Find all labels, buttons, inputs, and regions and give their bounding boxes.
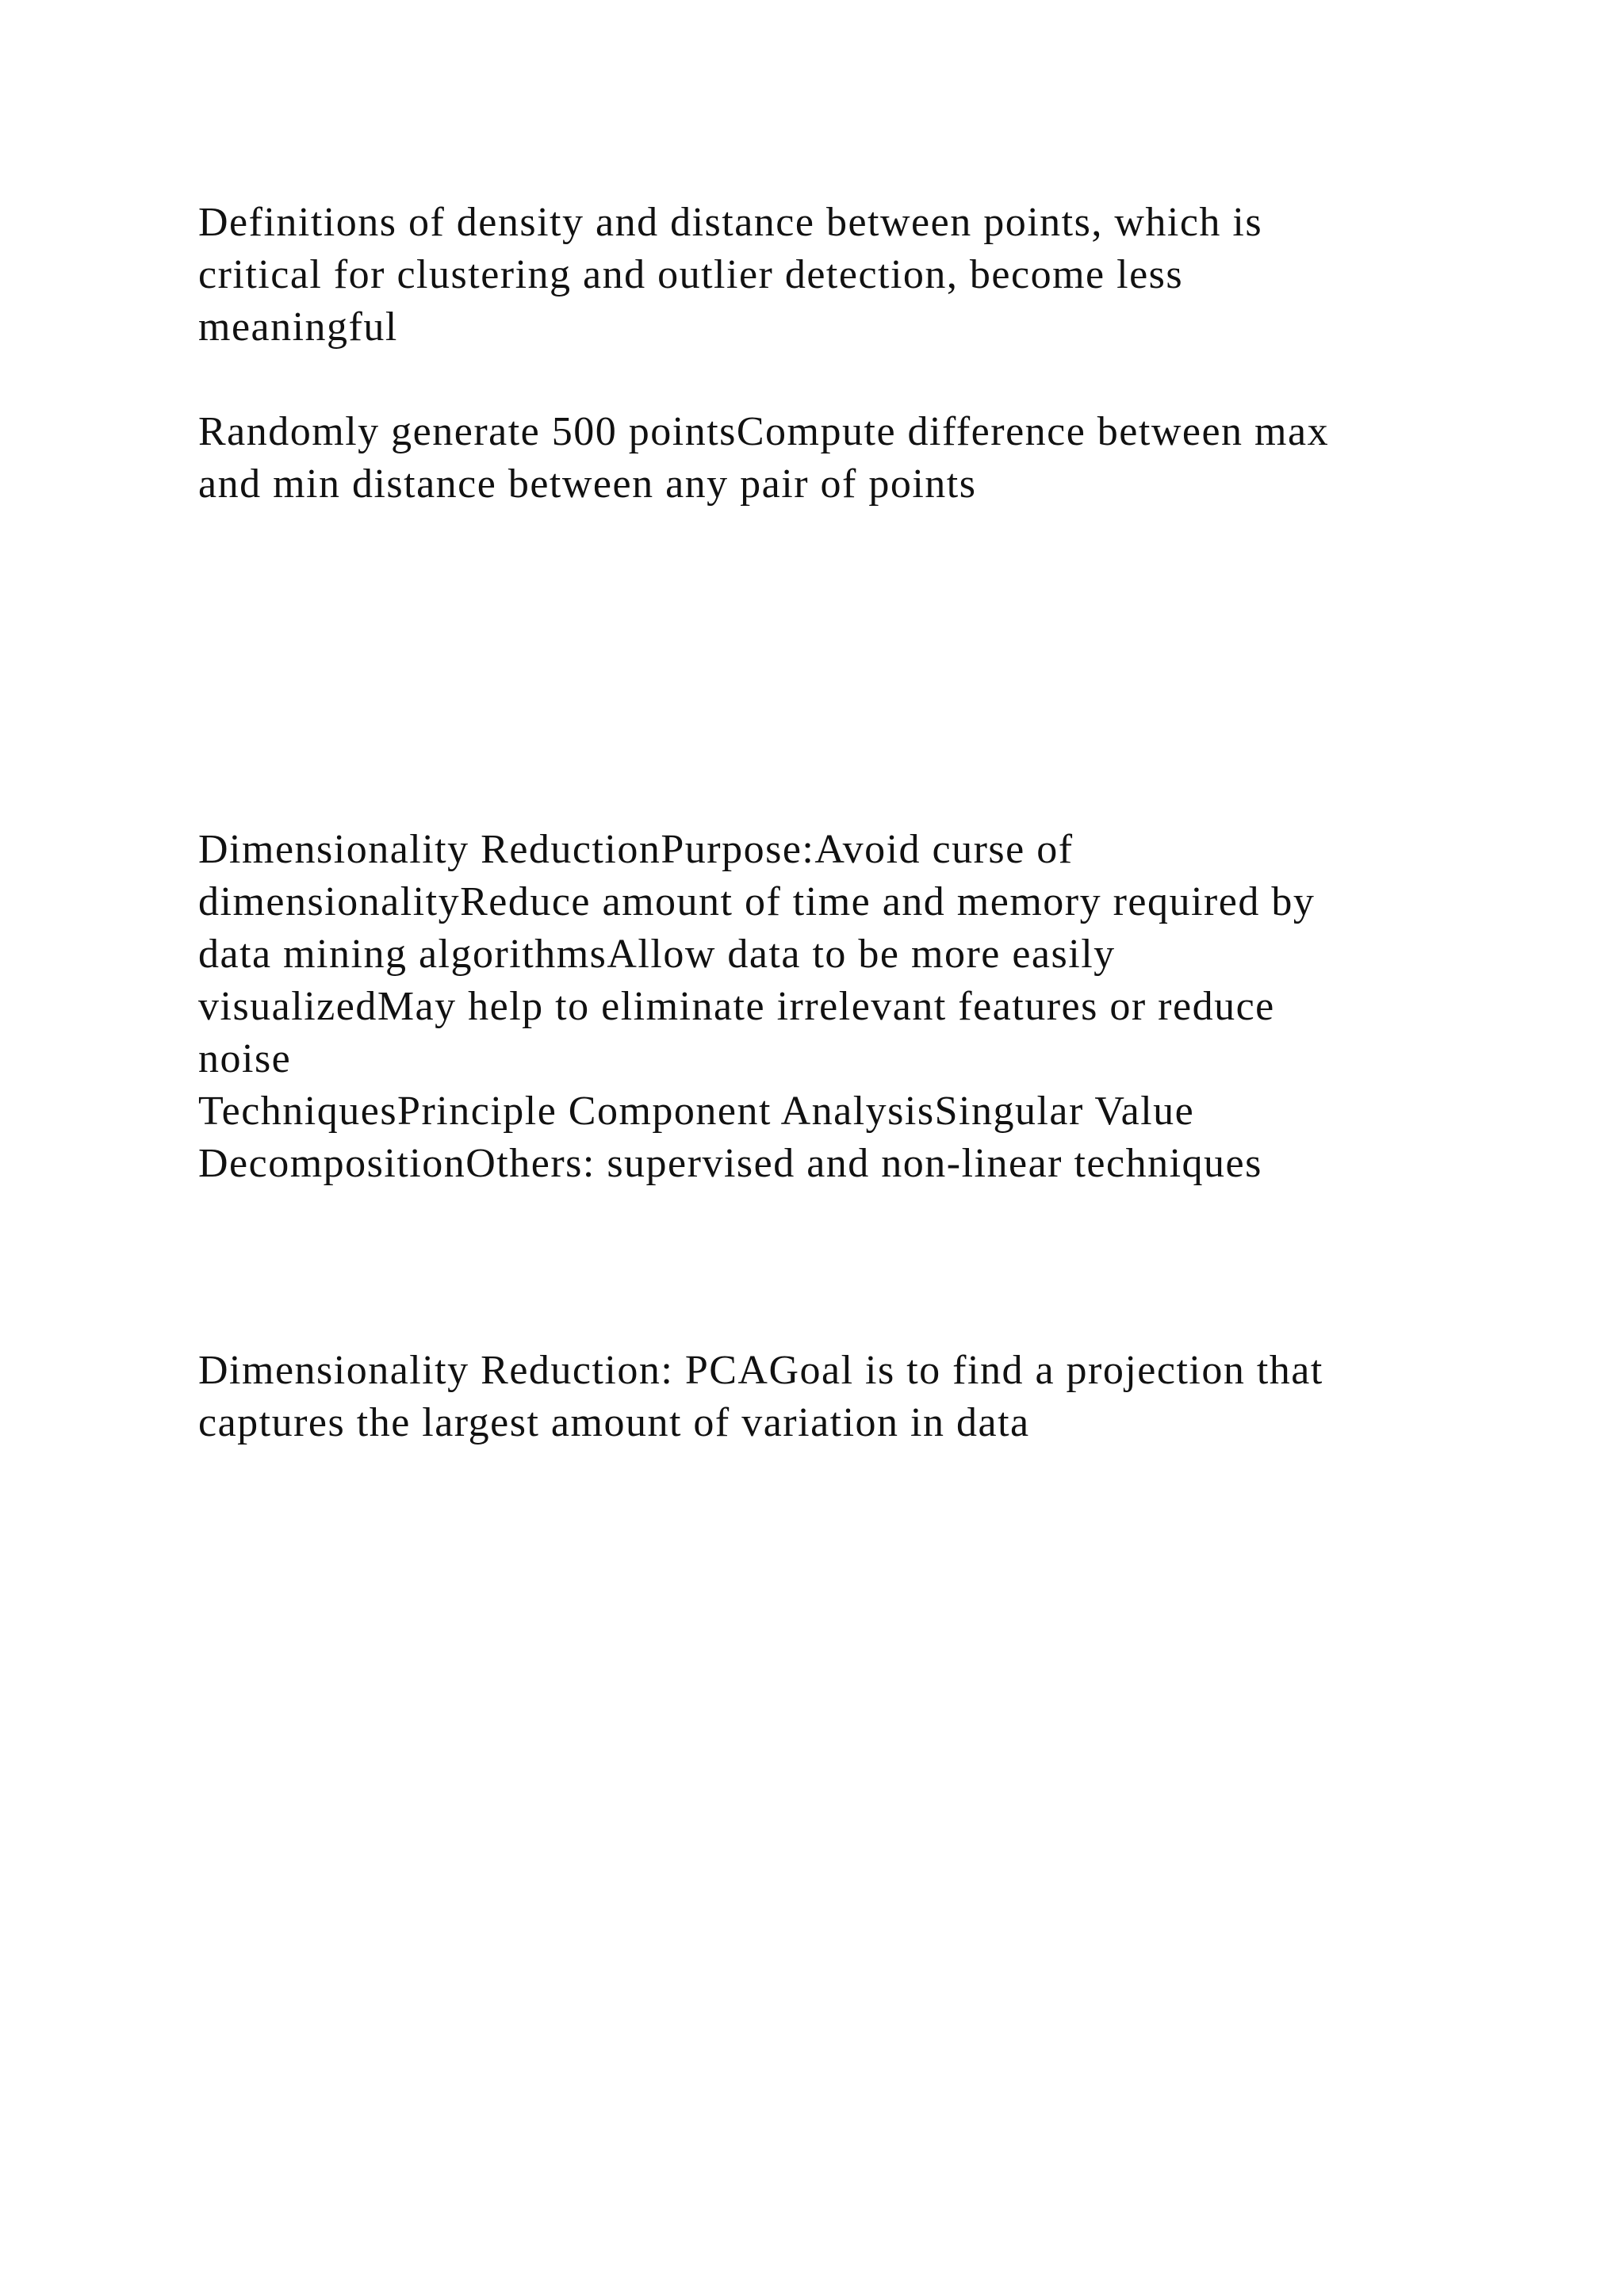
text-line: Randomly generate 500 pointsCompute difference between max	[198, 409, 1330, 454]
text-line: critical for clustering and outlier detection, become less	[198, 252, 1184, 297]
text-line: dimensionalityReduce amount of time and memory required by	[198, 879, 1316, 924]
paragraph-pca	[198, 1345, 1467, 1449]
text-line: Definitions of density and distance between points, which is	[198, 200, 1263, 245]
text-line: captures the largest amount of variation in data	[198, 1400, 1030, 1445]
text-line: and min distance between any pair of points	[198, 461, 977, 507]
paragraph-dimensionality-reduction-purpose	[198, 824, 1467, 1085]
paragraph-techniques	[198, 1085, 1467, 1190]
text-line: noise	[198, 1036, 292, 1081]
text-line: data mining algorithmsAllow data to be more easily	[198, 932, 1116, 977]
paragraph-density-distance	[198, 197, 1467, 354]
text-line: Dimensionality Reduction: PCAGoal is to find a projection that	[198, 1348, 1323, 1393]
text-line: DecompositionOthers: supervised and non-linear techniques	[198, 1141, 1262, 1186]
text-line: Dimensionality ReductionPurpose:Avoid curse of	[198, 827, 1074, 872]
text-line: visualizedMay help to eliminate irrelevant features or reduce	[198, 984, 1275, 1029]
paragraph-random-points	[198, 406, 1467, 511]
text-line: TechniquesPrinciple Component AnalysisSingular Value	[198, 1089, 1195, 1134]
text-line: meaningful	[198, 304, 398, 350]
